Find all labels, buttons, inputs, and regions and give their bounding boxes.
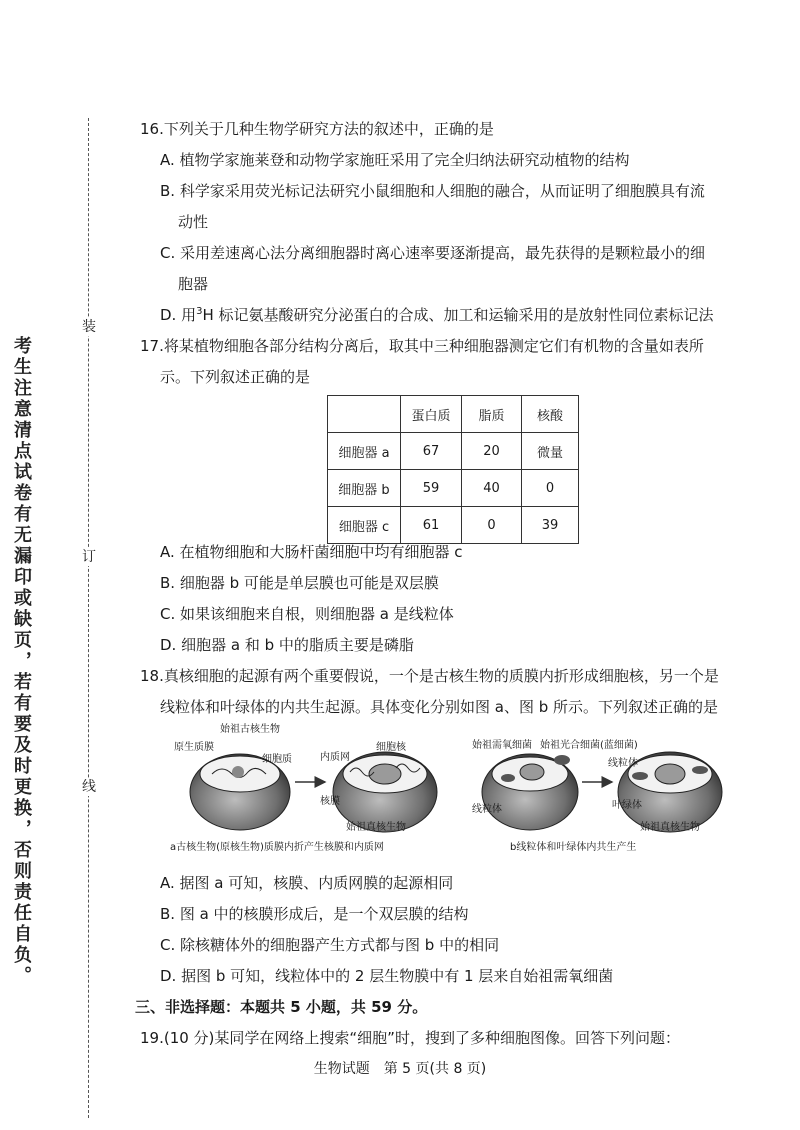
q16-option-d-pre: D. 用 — [160, 306, 197, 324]
table-cell: 40 — [462, 470, 522, 507]
q17-option-a: A. 在植物细胞和大肠杆菌细胞中均有细胞器 c — [160, 543, 463, 561]
q18-stem: 18.真核细胞的起源有两个重要假说，一个是古核生物的质膜内折形成细胞核，另一个是 — [140, 667, 719, 685]
table-cell: 细胞器 c — [328, 507, 401, 544]
table-cell: 59 — [401, 470, 462, 507]
label-photosynthetic-bacterium: 始祖光合细菌(蓝细菌) — [540, 740, 638, 751]
label-mitochondrion-left: 线粒体 — [472, 804, 502, 815]
q17-option-b: B. 细胞器 b 可能是单层膜也可能是双层膜 — [160, 574, 439, 592]
table-row — [328, 470, 579, 507]
label-plasma-membrane: 原生质膜 — [174, 742, 214, 753]
q16-option-a: A. 植物学家施莱登和动物学家施旺采用了完全归纳法研究动植物的结构 — [160, 151, 630, 169]
table-cell: 39 — [522, 507, 579, 544]
table-cell: 0 — [462, 507, 522, 544]
q17-stem: 17.将某植物细胞各部分结构分离后，取其中三种细胞器测定它们有机物的含量如表所 — [140, 337, 704, 355]
q18-option-a: A. 据图 a 可知，核膜、内质网膜的起源相同 — [160, 874, 454, 892]
q18-option-c: C. 除核糖体外的细胞器产生方式都与图 b 中的相同 — [160, 936, 500, 954]
binding-mark-zhuang: 装 — [82, 319, 96, 335]
q18-option-b: B. 图 a 中的核膜形成后，是一个双层膜的结构 — [160, 905, 469, 923]
q17-option-d: D. 细胞器 a 和 b 中的脂质主要是磷脂 — [160, 636, 414, 654]
table-cell: 0 — [522, 470, 579, 507]
table-header-row — [328, 396, 579, 433]
table-cell: 细胞器 b — [328, 470, 401, 507]
q16-option-b: B. 科学家采用荧光标记法研究小鼠细胞和人细胞的融合，从而证明了细胞膜具有流 — [160, 182, 705, 200]
table-cell: 微量 — [522, 433, 579, 470]
label-mitochondrion-right: 线粒体 — [608, 758, 638, 769]
label-aerobic-bacterium: 始祖需氧细菌 — [472, 740, 532, 751]
label-nuclear-envelope: 核膜 — [320, 796, 340, 807]
q16-stem: 16.下列关于几种生物学研究方法的叙述中，正确的是 — [140, 120, 494, 138]
table-header-cell: 脂质 — [462, 396, 522, 433]
page-footer: 生物试题 第 5 页(共 8 页) — [313, 1061, 487, 1077]
binding-mark-xian: 线 — [82, 779, 96, 795]
table-row — [328, 433, 579, 470]
q16-option-d-post: H 标记氨基酸研究分泌蛋白的合成、加工和运输采用的是放射性同位素标记法 — [202, 306, 714, 324]
q16-option-d — [160, 304, 714, 325]
table-cell: 67 — [401, 433, 462, 470]
table-row — [328, 507, 579, 544]
section-heading: 三、非选择题：本题共 5 小题，共 59 分。 — [135, 998, 428, 1016]
table-header-cell: 核酸 — [522, 396, 579, 433]
q18-stem-cont: 线粒体和叶绿体的内共生起源。具体变化分别如图 a、图 b 所示。下列叙述正确的是 — [160, 698, 719, 716]
q16-option-c-cont: 胞器 — [178, 275, 209, 293]
label-chloroplast: 叶绿体 — [612, 800, 642, 811]
table-cell: 20 — [462, 433, 522, 470]
table-header-cell — [328, 396, 401, 433]
cell-origin-figure — [170, 720, 730, 855]
binding-dashed-line — [88, 118, 89, 1118]
primitive-archaeon-cell — [190, 754, 290, 830]
table-cell: 61 — [401, 507, 462, 544]
caption-figure-b: b线粒体和叶绿体内共生产生 — [510, 842, 637, 853]
table-cell: 细胞器 a — [328, 433, 401, 470]
cell-origin-diagram — [170, 720, 730, 855]
q17-stem-cont: 示。下列叙述正确的是 — [160, 368, 311, 386]
organelle-table — [327, 395, 579, 544]
q18-option-d: D. 据图 b 可知，线粒体中的 2 层生物膜中有 1 层来自始祖需氧细菌 — [160, 967, 614, 985]
table-header-cell: 蛋白质 — [401, 396, 462, 433]
q16-option-d-sup: 3 — [196, 306, 203, 317]
q17-option-c: C. 如果该细胞来自根，则细胞器 a 是线粒体 — [160, 605, 454, 623]
label-ancestral-eukaryote-b: 始祖真核生物 — [640, 822, 700, 833]
q16-option-b-cont: 动性 — [178, 213, 209, 231]
binding-mark-ding: 订 — [82, 549, 96, 565]
side-notice: 考生注意清点试卷有无漏印或缺页，若有要及时更换，否则责任自负。 — [11, 336, 32, 987]
caption-figure-a: a古核生物(原核生物)质膜内折产生核膜和内质网 — [170, 842, 384, 853]
q19-stem: 19.(10 分)某同学在网络上搜索“细胞”时，搜到了多种细胞图像。回答下列问题： — [140, 1029, 680, 1047]
label-nucleus: 细胞核 — [376, 742, 406, 753]
label-ancestral-eukaryote-a: 始祖真核生物 — [346, 822, 406, 833]
primitive-host-cell-b — [482, 754, 578, 830]
label-primitive-archaeon: 始祖古核生物 — [220, 724, 280, 735]
label-cytoplasm: 细胞质 — [262, 754, 292, 765]
label-er: 内质网 — [320, 752, 350, 763]
q16-option-c: C. 采用差速离心法分离细胞器时离心速率要逐渐提高，最先获得的是颗粒最小的细 — [160, 244, 706, 262]
